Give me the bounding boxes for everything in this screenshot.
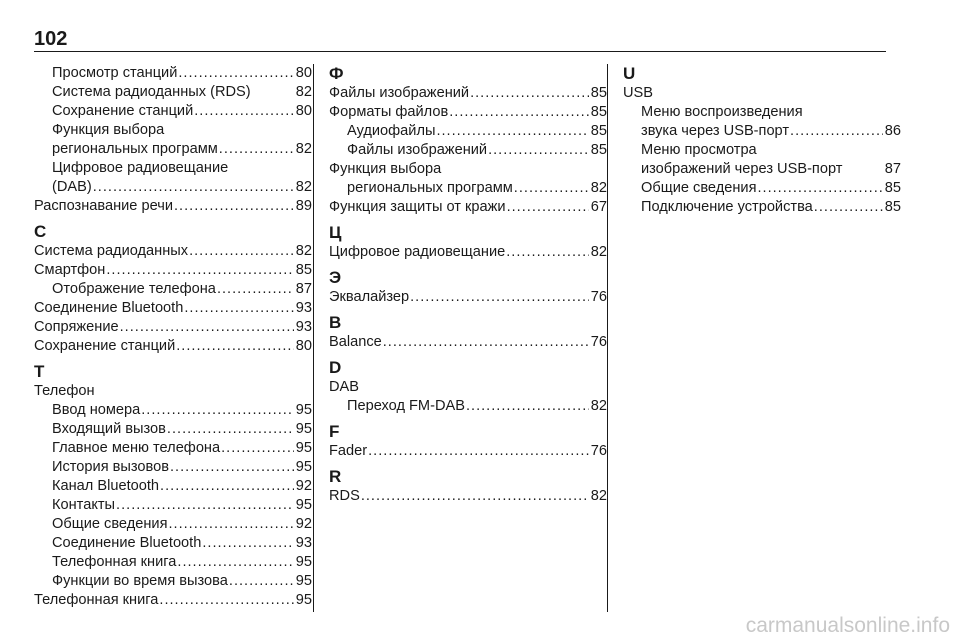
index-entry-page: 82 xyxy=(295,243,312,259)
leader-dots xyxy=(176,337,294,356)
leader-dots xyxy=(488,141,589,160)
index-entry[interactable] xyxy=(34,477,312,496)
index-entry-page: 95 xyxy=(295,421,312,437)
section-letter: Ф xyxy=(329,64,344,83)
leader-dots xyxy=(194,102,294,121)
index-entry[interactable] xyxy=(329,288,607,307)
leader-dots xyxy=(361,487,589,506)
index-entry[interactable] xyxy=(329,198,607,217)
section-letter: R xyxy=(329,467,342,486)
leader-dots xyxy=(436,122,588,141)
index-entry-text: Сохранение станций xyxy=(52,103,194,119)
index-entry[interactable] xyxy=(34,242,312,261)
index-entry-text: Общие сведения xyxy=(641,180,757,196)
index-entry-text: Общие сведения xyxy=(52,516,168,532)
index-entry[interactable] xyxy=(34,280,312,299)
index-entry-page: 82 xyxy=(295,141,312,157)
index-heading: Цифровое радиовещание xyxy=(52,160,229,176)
index-entry[interactable] xyxy=(329,442,607,461)
leader-dots xyxy=(219,140,294,159)
index-entry-text: Главное меню телефона xyxy=(52,440,221,456)
section-letter: Ц xyxy=(329,223,342,242)
index-entry[interactable] xyxy=(34,64,312,83)
index-entry[interactable] xyxy=(34,102,312,121)
index-entry-page: 82 xyxy=(590,488,607,504)
leader-dots xyxy=(217,280,294,299)
index-heading: DAB xyxy=(329,379,360,395)
index-entry[interactable] xyxy=(329,122,607,141)
leader-dots xyxy=(106,261,293,280)
leader-dots xyxy=(202,534,293,553)
leader-dots xyxy=(814,198,883,217)
leader-dots xyxy=(449,103,589,122)
index-entry[interactable] xyxy=(34,496,312,515)
index-entry[interactable] xyxy=(623,122,901,141)
index-entry-page: 82 xyxy=(295,179,312,195)
index-entry-page: 95 xyxy=(295,592,312,608)
index-entry-text: Контакты xyxy=(52,497,116,513)
page-number: 102 xyxy=(34,28,68,50)
section-letter: Э xyxy=(329,268,342,287)
index-entry-text: Сопряжение xyxy=(34,319,119,335)
index-entry-text: Просмотр станций xyxy=(52,65,178,81)
index-entry-text: Цифровое радиовещание xyxy=(329,244,506,260)
index-heading: Меню просмотра xyxy=(641,142,757,158)
index-entry-page: 76 xyxy=(590,289,607,305)
index-column-1 xyxy=(34,64,312,610)
index-entry[interactable] xyxy=(623,179,901,198)
index-entry-page: 95 xyxy=(295,440,312,456)
leader-dots xyxy=(167,420,294,439)
index-entry[interactable] xyxy=(34,458,312,477)
index-entry[interactable] xyxy=(34,318,312,337)
index-entry-text: Файлы изображений xyxy=(347,142,488,158)
leader-dots xyxy=(174,197,294,216)
index-entry[interactable] xyxy=(329,243,607,262)
leader-dots xyxy=(790,122,883,141)
index-entry-text: Телефонная книга xyxy=(34,592,159,608)
index-entry-text: Функция защиты от кражи xyxy=(329,199,506,215)
leader-dots xyxy=(470,84,589,103)
index-entry[interactable] xyxy=(34,420,312,439)
index-entry[interactable] xyxy=(34,299,312,318)
index-entry[interactable] xyxy=(329,179,607,198)
leader-dots xyxy=(93,178,294,197)
index-entry[interactable] xyxy=(329,84,607,103)
index-entry[interactable] xyxy=(34,337,312,356)
column-divider xyxy=(313,64,314,612)
index-entry[interactable] xyxy=(34,534,312,553)
index-heading: USB xyxy=(623,85,654,101)
leader-dots xyxy=(177,553,293,572)
index-entry[interactable] xyxy=(34,83,312,102)
leader-dots xyxy=(410,288,589,307)
index-entry-page: 89 xyxy=(295,198,312,214)
index-entry-text: Переход FM-DAB xyxy=(347,398,465,414)
section-letter: С xyxy=(34,222,47,241)
index-entry-page: 85 xyxy=(590,85,607,101)
index-entry[interactable] xyxy=(34,591,312,610)
index-entry[interactable] xyxy=(329,333,607,352)
section-letter: B xyxy=(329,313,342,332)
index-entry-text: Файлы изображений xyxy=(329,85,470,101)
index-entry[interactable] xyxy=(34,515,312,534)
index-entry[interactable] xyxy=(34,553,312,572)
index-entry-page: 93 xyxy=(295,300,312,316)
section-letter: U xyxy=(623,64,636,83)
leader-dots xyxy=(189,242,294,261)
leader-dots xyxy=(184,299,293,318)
index-entry-page: 87 xyxy=(884,161,901,177)
leader-dots xyxy=(168,515,293,534)
index-entry-page: 85 xyxy=(884,199,901,215)
index-entry-text: Канал Bluetooth xyxy=(52,478,160,494)
leader-dots xyxy=(506,243,589,262)
leader-dots xyxy=(757,179,882,198)
index-heading: Функция выбора xyxy=(329,161,442,177)
leader-dots xyxy=(159,591,293,610)
index-entry-text: (DAB) xyxy=(52,179,92,195)
index-entry-text: Ввод номера xyxy=(52,402,141,418)
index-entry-page: 85 xyxy=(590,142,607,158)
index-entry-text: изображений через USB-порт xyxy=(641,161,843,177)
index-entry-text: Телефонная книга xyxy=(52,554,177,570)
index-entry[interactable] xyxy=(34,178,312,197)
index-entry-text: Распознавание речи xyxy=(34,198,173,214)
index-entry[interactable] xyxy=(34,439,312,458)
index-entry[interactable] xyxy=(34,401,312,420)
index-entry-page: 82 xyxy=(590,244,607,260)
leader-dots xyxy=(383,333,589,352)
section-letter: F xyxy=(329,422,340,441)
index-entry-text: Форматы файлов xyxy=(329,104,449,120)
index-entry-page: 87 xyxy=(295,281,312,297)
leader-dots xyxy=(120,318,294,337)
index-entry-page: 93 xyxy=(295,535,312,551)
index-entry-text: История вызовов xyxy=(52,459,169,475)
index-heading: Телефон xyxy=(34,383,95,399)
index-entry-page: 82 xyxy=(590,180,607,196)
index-entry-text: Соединение Bluetooth xyxy=(34,300,184,316)
index-entry-text: Смартфон xyxy=(34,262,106,278)
index-entry-text: Отображение телефона xyxy=(52,281,216,297)
index-entry[interactable] xyxy=(329,103,607,122)
leader-dots xyxy=(229,572,294,591)
index-heading: Меню воспроизведения xyxy=(641,104,803,120)
index-entry-text: Сохранение станций xyxy=(34,338,176,354)
index-entry-page: 85 xyxy=(295,262,312,278)
index-entry-text: Fader xyxy=(329,443,368,459)
index-entry[interactable] xyxy=(329,397,607,416)
index-entry[interactable] xyxy=(34,140,312,159)
index-entry[interactable] xyxy=(329,487,607,506)
index-entry-text: Входящий вызов xyxy=(52,421,166,437)
index-column-2 xyxy=(329,64,607,506)
index-entry[interactable] xyxy=(329,141,607,160)
leader-dots xyxy=(116,496,294,515)
index-column-3 xyxy=(623,64,901,217)
index-entry-page: 85 xyxy=(590,104,607,120)
leader-dots xyxy=(221,439,294,458)
leader-dots xyxy=(160,477,294,496)
leader-dots xyxy=(141,401,294,420)
index-entry-page: 76 xyxy=(590,443,607,459)
index-entry-page: 95 xyxy=(295,459,312,475)
index-entry-page: 82 xyxy=(295,84,312,100)
section-letter: Т xyxy=(34,362,45,381)
index-heading: Функция выбора xyxy=(52,122,165,138)
index-entry-page: 95 xyxy=(295,573,312,589)
watermark: carmanualsonline.info xyxy=(745,614,950,637)
index-entry-page: 85 xyxy=(884,180,901,196)
index-entry-page: 95 xyxy=(295,402,312,418)
index-entry-text: звука через USB-порт xyxy=(641,123,790,139)
index-entry-page: 92 xyxy=(295,478,312,494)
header-rule xyxy=(34,51,886,52)
index-entry-page: 80 xyxy=(295,338,312,354)
index-entry-page: 95 xyxy=(295,497,312,513)
leader-dots xyxy=(170,458,294,477)
column-divider xyxy=(607,64,608,612)
leader-dots xyxy=(178,64,293,83)
index-entry-page: 85 xyxy=(590,123,607,139)
index-entry-text: Эквалайзер xyxy=(329,289,410,305)
index-entry-page: 67 xyxy=(590,199,607,215)
index-entry-text: Аудиофайлы xyxy=(347,123,436,139)
index-entry[interactable] xyxy=(34,261,312,280)
index-entry-text: региональных программ xyxy=(347,180,513,196)
index-entry-text: Соединение Bluetooth xyxy=(52,535,202,551)
index-entry-page: 82 xyxy=(590,398,607,414)
index-entry[interactable] xyxy=(623,198,901,217)
index-entry-text: Функции во время вызова xyxy=(52,573,228,589)
leader-dots xyxy=(466,397,589,416)
index-entry-page: 92 xyxy=(295,516,312,532)
index-entry[interactable] xyxy=(34,197,312,216)
index-entry-page: 86 xyxy=(884,123,901,139)
leader-dots xyxy=(514,179,589,198)
index-entry[interactable] xyxy=(623,160,901,179)
index-entry-text: региональных программ xyxy=(52,141,218,157)
leader-dots xyxy=(507,198,589,217)
index-entry[interactable] xyxy=(34,572,312,591)
index-entry-text: Подключение устройства xyxy=(641,199,813,215)
index-entry-text: Система радиоданных xyxy=(34,243,189,259)
index-entry-text: Система радиоданных (RDS) xyxy=(52,84,251,100)
index-entry-page: 93 xyxy=(295,319,312,335)
index-entry-page: 95 xyxy=(295,554,312,570)
index-entry-text: RDS xyxy=(329,488,360,504)
index-entry-page: 80 xyxy=(295,103,312,119)
index-entry-page: 80 xyxy=(295,65,312,81)
index-entry-page: 76 xyxy=(590,334,607,350)
leader-dots xyxy=(368,442,589,461)
index-entry-text: Balance xyxy=(329,334,382,350)
section-letter: D xyxy=(329,358,342,377)
